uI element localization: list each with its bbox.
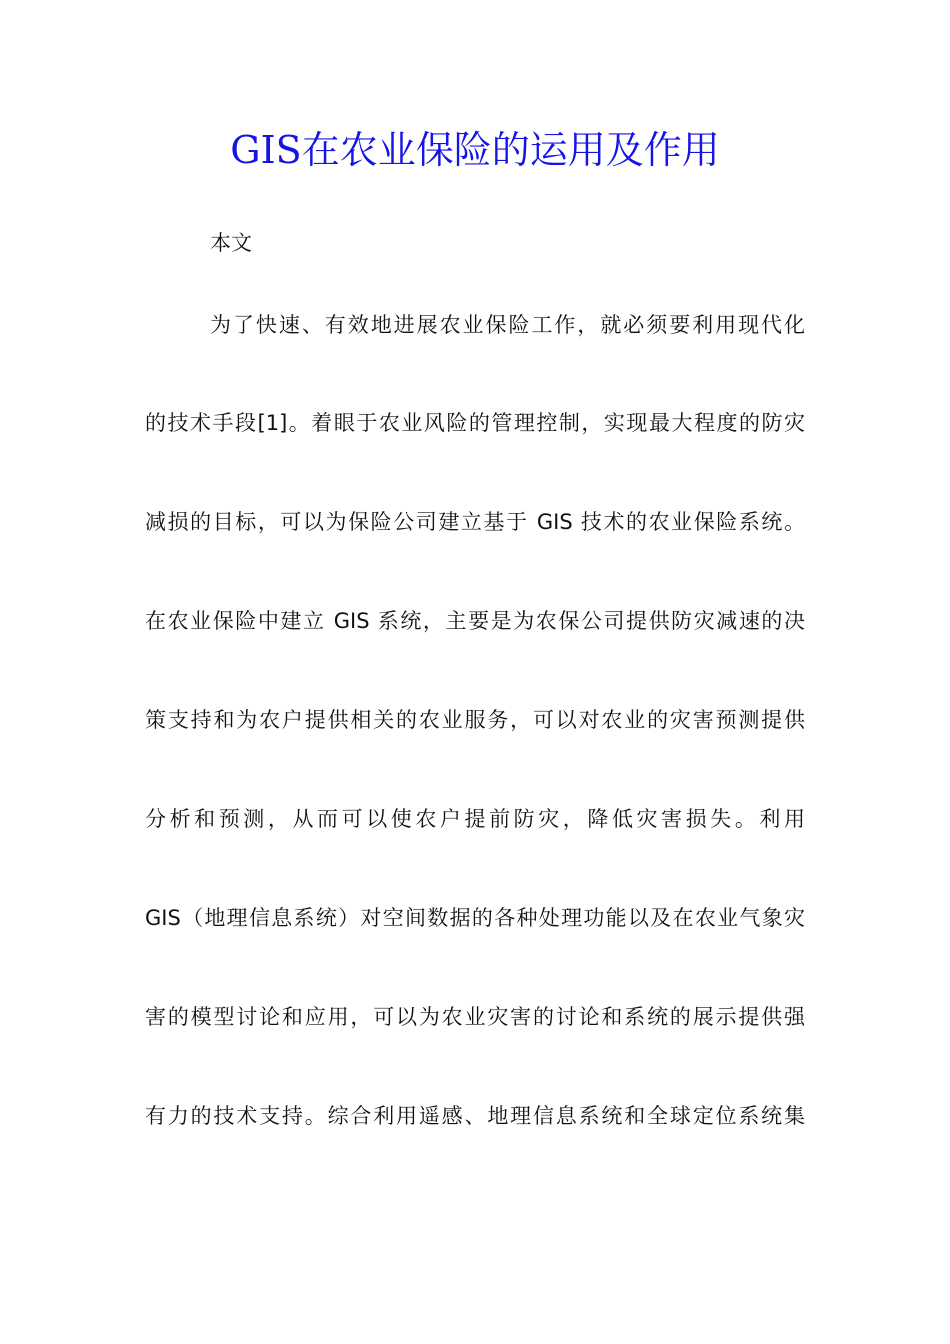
document-title: GIS在农业保险的运用及作用 — [230, 128, 720, 172]
paragraph-line-4: 在农业保险中建立 GIS 系统，主要是为农保公司提供防灾减速的决 — [145, 609, 805, 633]
paragraph-line-5: 策支持和为农户提供相关的农业服务，可以对农业的灾害预测提供 — [145, 708, 805, 732]
paragraph-line-3: 减损的目标，可以为保险公司建立基于 GIS 技术的农业保险系统。 — [145, 510, 805, 534]
author-line: 本文 — [210, 231, 252, 255]
paragraph-line-6: 分析和预测，从而可以使农户提前防灾，降低灾害损失。利用 — [145, 807, 805, 831]
paragraph-line-1: 为了快速、有效地进展农业保险工作，就必须要利用现代化 — [210, 313, 805, 337]
paragraph-line-8: 害的模型讨论和应用，可以为农业灾害的讨论和系统的展示提供强 — [145, 1005, 805, 1029]
paragraph-line-2: 的技术手段[1]。着眼于农业风险的管理控制，实现最大程度的防灾 — [145, 411, 805, 435]
paragraph-line-9: 有力的技术支持。综合利用遥感、地理信息系统和全球定位系统集 — [145, 1104, 805, 1128]
paragraph-line-7: GIS（地理信息系统）对空间数据的各种处理功能以及在农业气象灾 — [145, 906, 805, 930]
